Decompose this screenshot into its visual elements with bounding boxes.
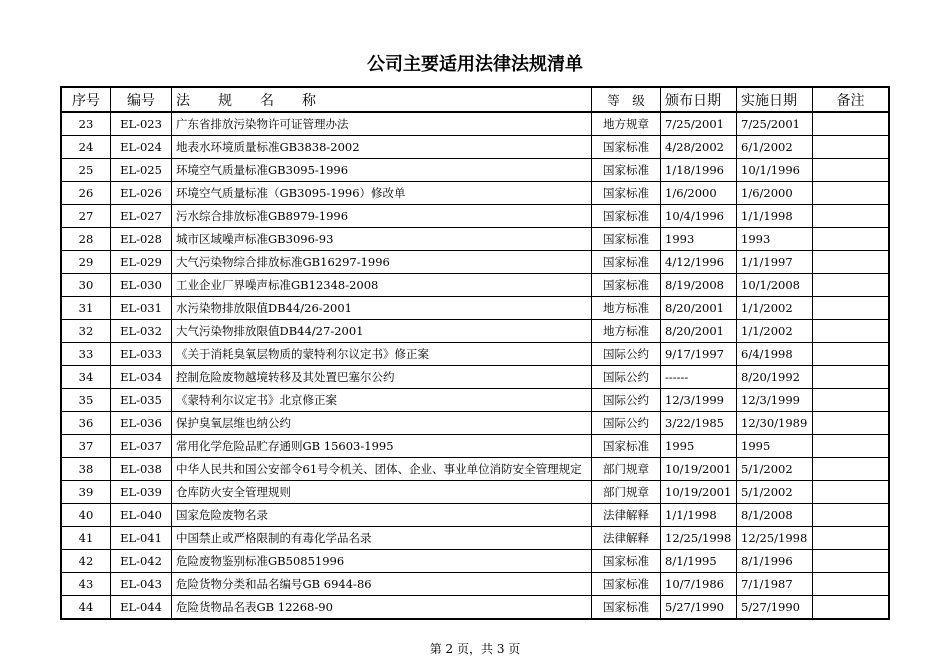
cell-notes bbox=[813, 596, 890, 620]
cell-published: 8/1/1995 bbox=[661, 550, 737, 573]
cell-name: 水污染物排放限值DB44/26-2001 bbox=[172, 297, 592, 320]
cell-seq: 43 bbox=[61, 573, 111, 596]
cell-level: 国家标准 bbox=[592, 251, 661, 274]
cell-code: EL-036 bbox=[111, 412, 172, 435]
cell-effective: 8/1/1996 bbox=[737, 550, 813, 573]
cell-published: 8/20/2001 bbox=[661, 297, 737, 320]
cell-effective: 5/27/1990 bbox=[737, 596, 813, 620]
cell-published: 10/19/2001 bbox=[661, 458, 737, 481]
cell-effective: 5/1/2002 bbox=[737, 458, 813, 481]
cell-level: 国际公约 bbox=[592, 412, 661, 435]
cell-level: 国家标准 bbox=[592, 136, 661, 159]
cell-name: 《蒙特利尔议定书》北京修正案 bbox=[172, 389, 592, 412]
cell-code: EL-035 bbox=[111, 389, 172, 412]
cell-effective: 1/1/1997 bbox=[737, 251, 813, 274]
cell-seq: 44 bbox=[61, 596, 111, 620]
header-effective: 实施日期 bbox=[737, 87, 813, 112]
cell-level: 国际公约 bbox=[592, 366, 661, 389]
cell-code: EL-040 bbox=[111, 504, 172, 527]
cell-name: 城市区域噪声标准GB3096-93 bbox=[172, 228, 592, 251]
cell-published: 1/18/1996 bbox=[661, 159, 737, 182]
cell-notes bbox=[813, 320, 890, 343]
cell-effective: 12/30/1989 bbox=[737, 412, 813, 435]
cell-name: 控制危险废物越境转移及其处置巴塞尔公约 bbox=[172, 366, 592, 389]
cell-published: 4/28/2002 bbox=[661, 136, 737, 159]
cell-seq: 23 bbox=[61, 112, 111, 136]
cell-name: 大气污染物综合排放标准GB16297-1996 bbox=[172, 251, 592, 274]
cell-name: 《关于消耗臭氧层物质的蒙特利尔议定书》修正案 bbox=[172, 343, 592, 366]
cell-published: 5/27/1990 bbox=[661, 596, 737, 620]
table-row bbox=[61, 412, 889, 435]
cell-published: 1/1/1998 bbox=[661, 504, 737, 527]
cell-name: 中华人民共和国公安部令61号令机关、团体、企业、事业单位消防安全管理规定 bbox=[172, 458, 592, 481]
cell-published: 12/25/1998 bbox=[661, 527, 737, 550]
cell-effective: 6/4/1998 bbox=[737, 343, 813, 366]
header-code: 编号 bbox=[111, 87, 172, 112]
cell-effective: 1993 bbox=[737, 228, 813, 251]
page-footer: 第 2 页，共 3 页 bbox=[429, 642, 521, 656]
cell-code: EL-027 bbox=[111, 205, 172, 228]
cell-name: 地表水环境质量标准GB3838-2002 bbox=[172, 136, 592, 159]
cell-seq: 42 bbox=[61, 550, 111, 573]
cell-code: EL-039 bbox=[111, 481, 172, 504]
header-name: 法 规 名 称 bbox=[172, 87, 592, 112]
cell-seq: 40 bbox=[61, 504, 111, 527]
cell-effective: 12/25/1998 bbox=[737, 527, 813, 550]
cell-name: 中国禁止或严格限制的有毒化学品名录 bbox=[172, 527, 592, 550]
table-row bbox=[61, 228, 889, 251]
header-notes: 备注 bbox=[813, 87, 890, 112]
header-published: 颁布日期 bbox=[661, 87, 737, 112]
cell-name: 环境空气质量标准（GB3095-1996）修改单 bbox=[172, 182, 592, 205]
cell-notes bbox=[813, 458, 890, 481]
page-title: 公司主要适用法律法规清单 bbox=[367, 54, 583, 75]
cell-code: EL-041 bbox=[111, 527, 172, 550]
cell-published: 10/7/1986 bbox=[661, 573, 737, 596]
cell-published: 8/19/2008 bbox=[661, 274, 737, 297]
cell-seq: 28 bbox=[61, 228, 111, 251]
table-row bbox=[61, 596, 889, 620]
cell-seq: 33 bbox=[61, 343, 111, 366]
cell-notes bbox=[813, 481, 890, 504]
regulations-table bbox=[60, 86, 890, 620]
cell-seq: 30 bbox=[61, 274, 111, 297]
cell-level: 部门规章 bbox=[592, 481, 661, 504]
header-level: 等 级 bbox=[592, 87, 661, 112]
cell-published: 1995 bbox=[661, 435, 737, 458]
table-row bbox=[61, 527, 889, 550]
cell-effective: 5/1/2002 bbox=[737, 481, 813, 504]
table-row bbox=[61, 343, 889, 366]
table-row bbox=[61, 205, 889, 228]
cell-name: 保护臭氧层维也纳公约 bbox=[172, 412, 592, 435]
cell-level: 法律解释 bbox=[592, 527, 661, 550]
cell-published: 12/3/1999 bbox=[661, 389, 737, 412]
table-row bbox=[61, 320, 889, 343]
cell-code: EL-044 bbox=[111, 596, 172, 620]
cell-level: 国家标准 bbox=[592, 182, 661, 205]
cell-level: 地方标准 bbox=[592, 320, 661, 343]
cell-notes bbox=[813, 251, 890, 274]
cell-seq: 26 bbox=[61, 182, 111, 205]
cell-notes bbox=[813, 366, 890, 389]
cell-code: EL-031 bbox=[111, 297, 172, 320]
cell-published: ------ bbox=[661, 366, 737, 389]
cell-level: 国家标准 bbox=[592, 573, 661, 596]
cell-level: 地方规章 bbox=[592, 112, 661, 136]
cell-name: 危险货物分类和品名编号GB 6944-86 bbox=[172, 573, 592, 596]
cell-level: 国际公约 bbox=[592, 343, 661, 366]
cell-seq: 32 bbox=[61, 320, 111, 343]
cell-code: EL-033 bbox=[111, 343, 172, 366]
table-row bbox=[61, 251, 889, 274]
cell-name: 大气污染物排放限值DB44/27-2001 bbox=[172, 320, 592, 343]
cell-notes bbox=[813, 297, 890, 320]
cell-seq: 31 bbox=[61, 297, 111, 320]
cell-notes bbox=[813, 343, 890, 366]
cell-notes bbox=[813, 274, 890, 297]
cell-name: 危险货物品名表GB 12268-90 bbox=[172, 596, 592, 620]
cell-seq: 36 bbox=[61, 412, 111, 435]
table-row bbox=[61, 504, 889, 527]
cell-effective: 1/1/1998 bbox=[737, 205, 813, 228]
table-row bbox=[61, 297, 889, 320]
cell-effective: 7/1/1987 bbox=[737, 573, 813, 596]
cell-code: EL-042 bbox=[111, 550, 172, 573]
cell-name: 环境空气质量标准GB3095-1996 bbox=[172, 159, 592, 182]
cell-code: EL-032 bbox=[111, 320, 172, 343]
cell-code: EL-034 bbox=[111, 366, 172, 389]
table-row bbox=[61, 389, 889, 412]
cell-notes bbox=[813, 159, 890, 182]
cell-code: EL-024 bbox=[111, 136, 172, 159]
cell-published: 1993 bbox=[661, 228, 737, 251]
cell-level: 国家标准 bbox=[592, 274, 661, 297]
header-seq: 序号 bbox=[61, 87, 111, 112]
cell-code: EL-026 bbox=[111, 182, 172, 205]
table-row bbox=[61, 159, 889, 182]
cell-code: EL-037 bbox=[111, 435, 172, 458]
cell-name: 危险废物鉴别标准GB50851996 bbox=[172, 550, 592, 573]
cell-level: 国家标准 bbox=[592, 159, 661, 182]
cell-code: EL-028 bbox=[111, 228, 172, 251]
table-row bbox=[61, 458, 889, 481]
cell-published: 10/19/2001 bbox=[661, 481, 737, 504]
cell-effective: 10/1/1996 bbox=[737, 159, 813, 182]
table-row bbox=[61, 182, 889, 205]
cell-seq: 27 bbox=[61, 205, 111, 228]
cell-level: 法律解释 bbox=[592, 504, 661, 527]
cell-code: EL-043 bbox=[111, 573, 172, 596]
cell-level: 国家标准 bbox=[592, 228, 661, 251]
cell-notes bbox=[813, 573, 890, 596]
cell-notes bbox=[813, 136, 890, 159]
cell-level: 部门规章 bbox=[592, 458, 661, 481]
cell-notes bbox=[813, 205, 890, 228]
cell-name: 广东省排放污染物许可证管理办法 bbox=[172, 112, 592, 136]
cell-level: 国家标准 bbox=[592, 596, 661, 620]
table-row bbox=[61, 435, 889, 458]
cell-notes bbox=[813, 550, 890, 573]
cell-notes bbox=[813, 504, 890, 527]
cell-level: 国际公约 bbox=[592, 389, 661, 412]
cell-effective: 6/1/2002 bbox=[737, 136, 813, 159]
table-row bbox=[61, 136, 889, 159]
table-row bbox=[61, 573, 889, 596]
cell-name: 常用化学危险品贮存通则GB 15603-1995 bbox=[172, 435, 592, 458]
cell-code: EL-030 bbox=[111, 274, 172, 297]
cell-seq: 41 bbox=[61, 527, 111, 550]
cell-published: 8/20/2001 bbox=[661, 320, 737, 343]
cell-notes bbox=[813, 527, 890, 550]
table-row bbox=[61, 550, 889, 573]
cell-published: 9/17/1997 bbox=[661, 343, 737, 366]
cell-notes bbox=[813, 228, 890, 251]
cell-seq: 24 bbox=[61, 136, 111, 159]
cell-published: 3/22/1985 bbox=[661, 412, 737, 435]
cell-level: 国家标准 bbox=[592, 550, 661, 573]
cell-effective: 1/1/2002 bbox=[737, 297, 813, 320]
table-row bbox=[61, 274, 889, 297]
cell-code: EL-023 bbox=[111, 112, 172, 136]
cell-notes bbox=[813, 389, 890, 412]
cell-name: 污水综合排放标准GB8979-1996 bbox=[172, 205, 592, 228]
cell-seq: 38 bbox=[61, 458, 111, 481]
cell-effective: 1/1/2002 bbox=[737, 320, 813, 343]
cell-code: EL-029 bbox=[111, 251, 172, 274]
cell-seq: 37 bbox=[61, 435, 111, 458]
cell-effective: 10/1/2008 bbox=[737, 274, 813, 297]
cell-seq: 34 bbox=[61, 366, 111, 389]
table-row bbox=[61, 481, 889, 504]
cell-seq: 29 bbox=[61, 251, 111, 274]
cell-effective: 8/20/1992 bbox=[737, 366, 813, 389]
cell-published: 7/25/2001 bbox=[661, 112, 737, 136]
cell-level: 国家标准 bbox=[592, 205, 661, 228]
table-row bbox=[61, 112, 889, 136]
cell-seq: 35 bbox=[61, 389, 111, 412]
cell-published: 1/6/2000 bbox=[661, 182, 737, 205]
table-row bbox=[61, 366, 889, 389]
cell-seq: 39 bbox=[61, 481, 111, 504]
cell-seq: 25 bbox=[61, 159, 111, 182]
cell-name: 仓库防火安全管理规则 bbox=[172, 481, 592, 504]
cell-name: 国家危险废物名录 bbox=[172, 504, 592, 527]
cell-level: 地方标准 bbox=[592, 297, 661, 320]
cell-code: EL-025 bbox=[111, 159, 172, 182]
table-header-row bbox=[61, 87, 889, 112]
cell-published: 10/4/1996 bbox=[661, 205, 737, 228]
cell-level: 国家标准 bbox=[592, 435, 661, 458]
cell-code: EL-038 bbox=[111, 458, 172, 481]
cell-effective: 7/25/2001 bbox=[737, 112, 813, 136]
cell-notes bbox=[813, 435, 890, 458]
cell-published: 4/12/1996 bbox=[661, 251, 737, 274]
cell-notes bbox=[813, 182, 890, 205]
cell-effective: 12/3/1999 bbox=[737, 389, 813, 412]
cell-notes bbox=[813, 112, 890, 136]
cell-name: 工业企业厂界噪声标准GB12348-2008 bbox=[172, 274, 592, 297]
cell-notes bbox=[813, 412, 890, 435]
cell-effective: 1/6/2000 bbox=[737, 182, 813, 205]
cell-effective: 1995 bbox=[737, 435, 813, 458]
table-body bbox=[61, 112, 889, 619]
cell-effective: 8/1/2008 bbox=[737, 504, 813, 527]
